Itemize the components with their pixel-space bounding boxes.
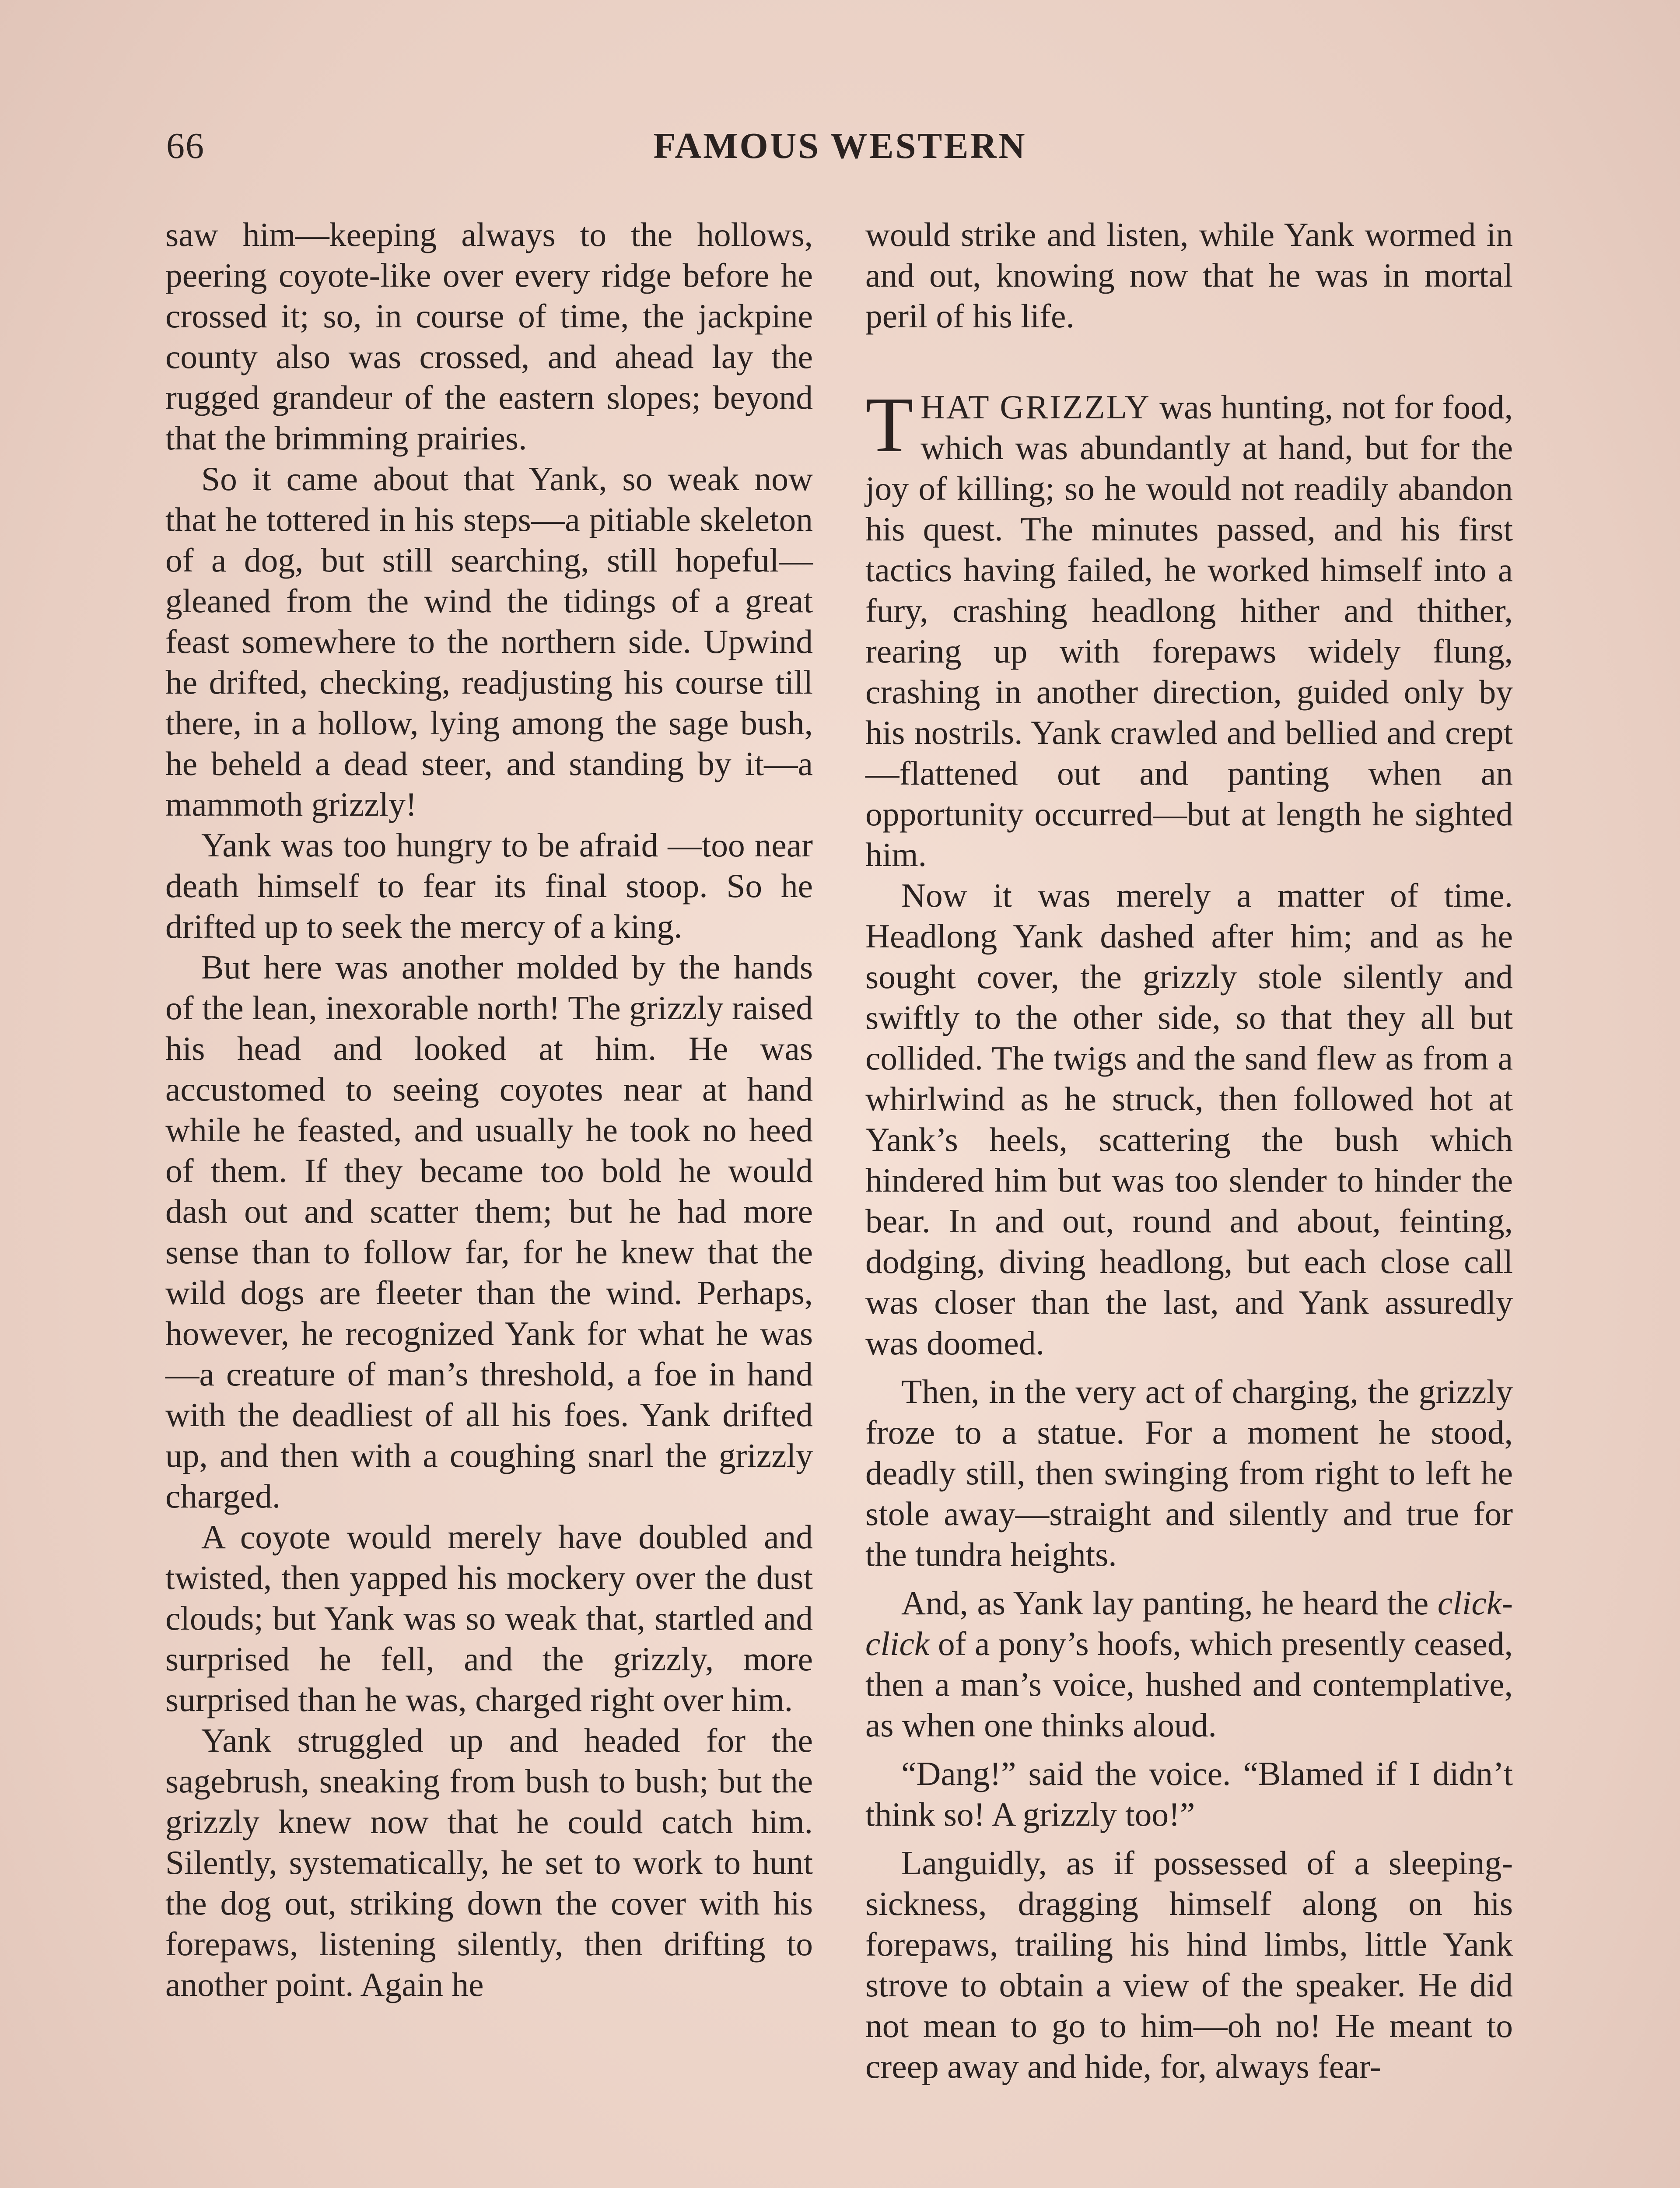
paragraph: “Dang!” said the voice. “Blamed if I didn’t think so! A grizzly too!” — [865, 1755, 1513, 1833]
paragraph: But here was another molded by the hands of the lean, inexorable north! The grizzly raised his head and looked at him. He was accustomed to seeing coyotes near at hand while he feasted, and usually he took no heed of them. If they became too bold he would dash out and scatter them; but he had more sense than to follow far, for he knew that the wild dogs are fleeter than the wind. Perhaps, however, he recognized Yank for what he was—a creature of man’s threshold, a foe in hand with the deadliest of all his foes. Yank drifted up, and then with a coughing snarl the grizzly charged. — [165, 948, 813, 1515]
paragraph: would strike and listen, while Yank wormed in and out, knowing now that he was in mortal peril of his life. — [865, 216, 1513, 335]
paragraph: So it came about that Yank, so weak now that he tottered in his steps—a pitiable skeleton of a dog, but still searching, still hopeful—gleaned from the wind the tidings of a great feast somewhere to the northern side. Upwind he drifted, checking, readjusting his course till there, in a hollow, lying among the sage bush, he beheld a dead steer, and standing by it—a mammoth grizzly! — [165, 460, 813, 823]
lead-in-caps: HAT GRIZZLY — [920, 388, 1151, 426]
paragraph: saw him—keeping always to the hollows, peering coyote-like over every ridge before he crossed it; so, in course of time, the jackpine county also was crossed, and ahead lay the rugged grandeur of the eastern slopes; beyond that the brimming prairies. — [165, 216, 813, 457]
left-text-column — [165, 214, 813, 2005]
paragraph: Now it was merely a matter of time. Headlong Yank dashed after him; and as he sought cover, the grizzly stole silently and swiftly to the other side, so that they all but collided. The twigs and the sand flew as from a whirlwind as he struck, then followed hot at Yank’s heels, scattering the bush which hindered him but was too slender to hinder the bear. In and out, round and about, feinting, dodging, diving headlong, but each close call was closer than the last, and Yank assuredly was doomed. — [865, 877, 1513, 1362]
section-opening-paragraph — [865, 381, 1513, 875]
page-number: 66 — [166, 126, 205, 166]
paragraph: Yank was too hungry to be afraid —too near death himself to fear its final stoop. So he drifted up to seek the mercy of a king. — [165, 826, 813, 945]
drop-cap: T — [865, 381, 914, 468]
paragraph-text: was hunting, not for food, which was abundantly at hand, but for the joy of killing; so he would not readily abandon his quest. The minutes passed, and his first tactics having failed, he worked himself into a fury, crashing headlong hither and thither, rearing up with forepaws widely flung, crashing in another direction, guided only by his nostrils. Yank crawled and bellied and crept—flattened out and panting when an opportunity occurred—but at length he sighted him. — [865, 388, 1513, 873]
paragraph — [865, 1583, 1513, 1746]
right-text-column — [865, 214, 1513, 2087]
paragraph-text: And, as Yank lay panting, he heard the — [901, 1584, 1438, 1622]
page-header — [166, 125, 1514, 177]
running-title: FAMOUS WESTERN — [653, 126, 1027, 166]
paragraph: Yank struggled up and headed for the sagebrush, sneaking from bush to bush; but the grizzly knew now that he could catch him. Silently, systematically, he set to work to hunt the dog out, striking down the cover with his forepaws, listening silently, then drifting to another point. Again he — [165, 1722, 813, 2003]
italic-text: click-click — [865, 1584, 1513, 1662]
paragraph: A coyote would merely have doubled and twisted, then yapped his mockery over the dust clouds; but Yank was so weak that, startled and surprised he fell, and the grizzly, more surprised than he was, charged right over him. — [165, 1518, 813, 1718]
paragraph: Then, in the very act of charging, the grizzly froze to a statue. For a moment he stood, deadly still, then swinging from right to left he stole away—straight and silently and true for the tundra heights. — [865, 1373, 1513, 1573]
paragraph: Languidly, as if possessed of a sleeping-sickness, dragging himself along on his forepaws, trailing his hind limbs, little Yank strove to obtain a view of the speaker. He did not mean to go to him—oh no! He meant to creep away and hide, for, always fear- — [865, 1844, 1513, 2085]
paragraph-text: of a pony’s hoofs, which presently ceased, then a man’s voice, hushed and contemplative, as when one thinks aloud. — [865, 1625, 1513, 1744]
